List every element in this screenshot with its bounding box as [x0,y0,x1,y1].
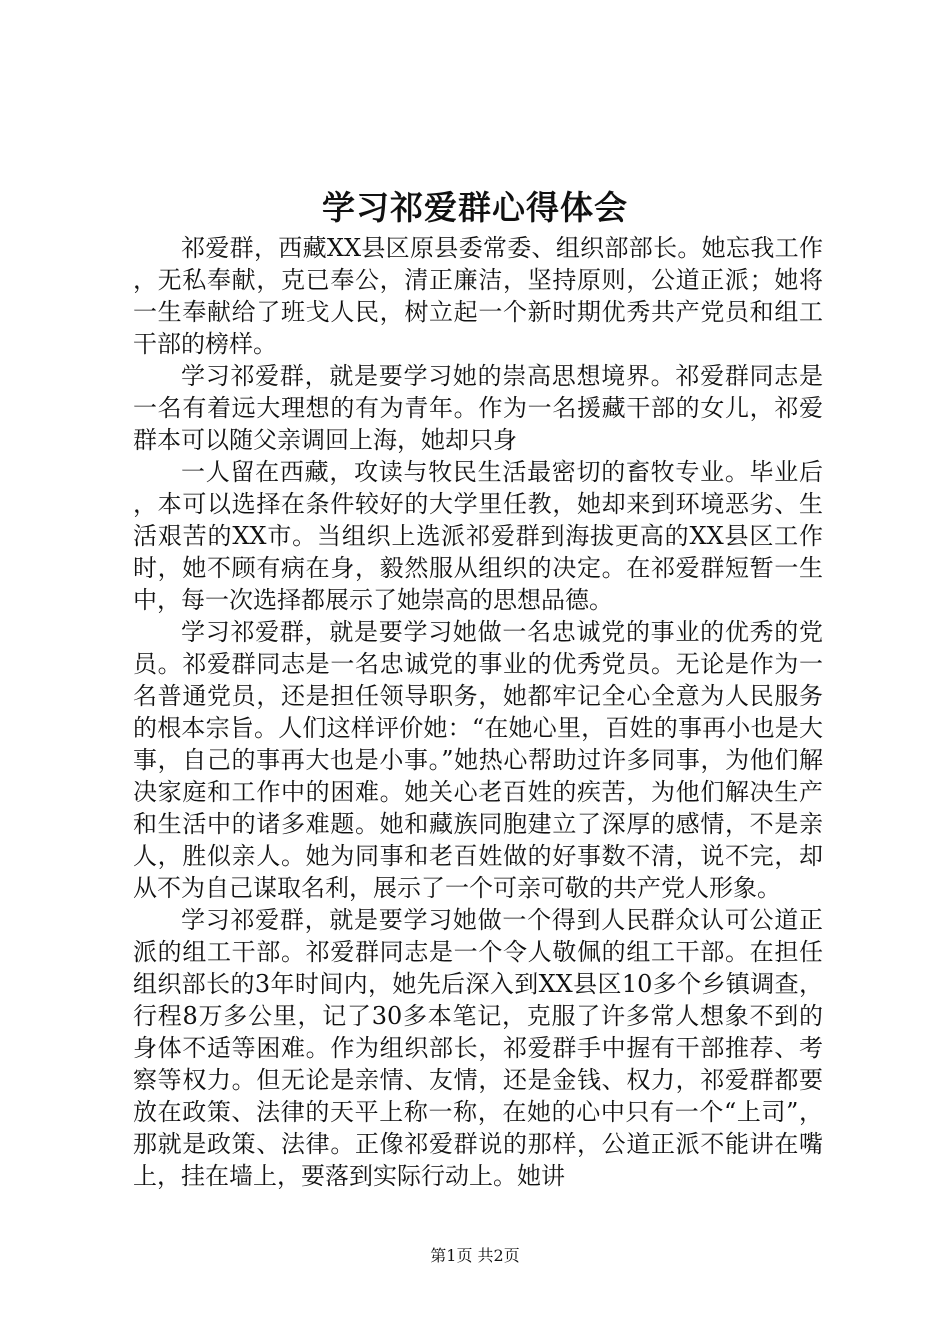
page-number-indicator: 第1页 共2页 [430,1246,520,1265]
paragraph-4: 学习祁爱群，就是要学习她做一名忠诚党的事业的优秀的党员。祁爱群同志是一名忠诚党的事业的优秀党员。无论是作为一名普通党员，还是担任领导职务，她都牢记全心全意为人民服务的根本宗旨。人们这样评价她：“在她心里，百姓的事再小也是大事，自己的事再大也是小事。”她热心帮助过许多同事，为他们解决家庭和工作中的困难。她关心老百姓的疾苦，为他们解决生产和生活中的诸多难题。她和藏族同胞建立了深厚的感情，不是亲人，胜似亲人。她为同事和老百姓做的好事数不清，说不完，却从不为自己谋取名利，展示了一个可亲可敬的共产党人形象。 [133,618,823,902]
paragraph-1: 祁爱群，西藏XX县区原县委常委、组织部部长。她忘我工作，无私奉献，克已奉公，清正廉洁，坚持原则，公道正派；她将一生奉献给了班戈人民，树立起一个新时期优秀共产党员和组工干部的榜样。 [133,234,823,358]
document-body [133,232,823,1192]
paragraph-5: 学习祁爱群，就是要学习她做一个得到人民群众认可公道正派的组工干部。祁爱群同志是一个令人敬佩的组工干部。在担任组织部长的3年时间内，她先后深入到XX县区10多个乡镇调查，行程8万多公里，记了30多本笔记，克服了许多常人想象不到的身体不适等困难。作为组织部长，祁爱群手中握有干部推荐、考察等权力。但无论是亲情、友情，还是金钱、权力，祁爱群都要放在政策、法律的天平上称一称，在她的心中只有一个“上司”，那就是政策、法律。正像祁爱群说的那样，公道正派不能讲在嘴上，挂在墙上，要落到实际行动上。她讲 [133,906,823,1190]
paragraph-3: 一人留在西藏，攻读与牧民生活最密切的畜牧专业。毕业后，本可以选择在条件较好的大学里任教，她却来到环境恶劣、生活艰苦的XX市。当组织上选派祁爱群到海拔更高的XX县区工作时，她不顾有病在身，毅然服从组织的决定。在祁爱群短暂一生中，每一次选择都展示了她崇高的思想品德。 [133,458,823,614]
paragraph-2: 学习祁爱群，就是要学习她的崇高思想境界。祁爱群同志是一名有着远大理想的有为青年。作为一名援藏干部的女儿，祁爱群本可以随父亲调回上海，她却只身 [133,362,823,454]
document-title: 学习祁爱群心得体会 [322,188,628,227]
page-footer [0,1245,950,1267]
